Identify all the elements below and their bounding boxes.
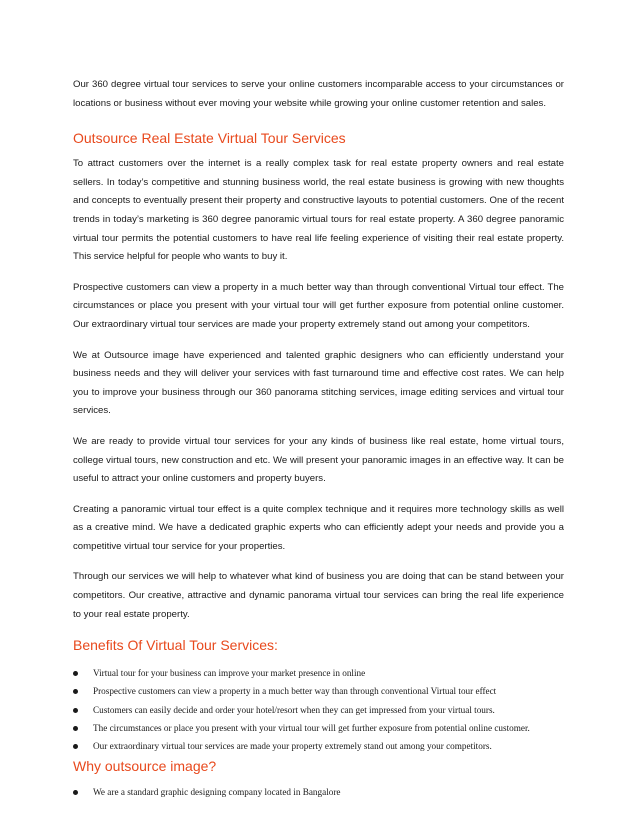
document-content [73,76,564,801]
list-item-text: The circumstances or place you present with your virtual tour will get further exposure from potential online customer. [93,722,530,733]
section-heading-outsource: Outsource Real Estate Virtual Tour Services [73,130,346,147]
body-paragraph: Creating a panoramic virtual tour effect is a quite complex technique and it requires more technology skills as well as a creative mind. We have a dedicated graphic experts who can efficiently adept your needs and provide you a competitive virtual tour service for your properties. [73,503,564,552]
body-paragraph: Prospective customers can view a property in a much better way than through conventional Virtual tour effect. The circumstances or place you present with your virtual tour will get further exposure from potential online customer. Our extraordinary virtual tour services are made your property extremely stand out among your competitors. [73,281,564,330]
list-item-text: Virtual tour for your business can improve your market presence in online [93,668,366,679]
bullet-icon [73,744,78,749]
intro-paragraph: Our 360 degree virtual tour services to serve your online customers incomparable access to your circumstances or locations or business without ever moving your website while growing your online customer retention and sales. [73,79,564,109]
bullet-icon [73,790,78,795]
list-item-text: We are a standard graphic designing company located in Bangalore [93,787,341,798]
section-heading-benefits: Benefits Of Virtual Tour Services: [73,637,278,654]
list-item [73,682,564,700]
bullet-icon [73,726,78,731]
body-paragraph: Through our services we will help to whatever what kind of business you are doing that can be stand between your competitors. Our creative, attractive and dynamic panorama virtual tour services can bring the real life experience to your real estate property. [73,571,564,620]
list-item-text: Prospective customers can view a property in a much better way than through conventional Virtual tour effect [93,686,497,697]
list-item [73,701,564,719]
list-item [73,719,564,737]
bullet-icon [73,671,78,676]
list-item [73,783,564,801]
body-paragraph: We at Outsource image have experienced and talented graphic designers who can efficiently understand your business needs and they will deliver your services with fast turnaround time and effective cost rates. We can help you to improve your business through our 360 panorama stitching services, image editing services and virtual tour services. [73,349,564,417]
list-item [73,664,564,682]
body-paragraph: We are ready to provide virtual tour services for your any kinds of business like real estate, home virtual tours, college virtual tours, new construction and etc. We will present your panoramic images in an effective way. It can be useful to attract your online customers and property buyers. [73,435,564,485]
section-heading-why: Why outsource image? [73,758,217,775]
bullet-icon [73,689,78,694]
why-list [73,783,564,801]
body-paragraph: To attract customers over the internet is a really complex task for real estate property owners and real estate sellers. In today’s competitive and stunning business world, the real estate business is growing with new thoughts and concepts to eventually present their property and constructive layouts to potential customers. One of the recent trends in today’s marketing is 360 degree panoramic virtual tours for real estate property. A 360 degree panoramic virtual tour permits the potential customers to have real life feeling experience of visiting their real estate property. This service helpful for people who wants to buy it. [73,158,564,263]
benefits-list [73,664,564,755]
list-item-text: Our extraordinary virtual tour services are made your property extremely stand out among your competitors. [93,741,492,752]
list-item [73,737,564,755]
bullet-icon [73,708,78,713]
list-item-text: Customers can easily decide and order your hotel/resort when they can get impressed from your virtual tours. [93,704,495,715]
